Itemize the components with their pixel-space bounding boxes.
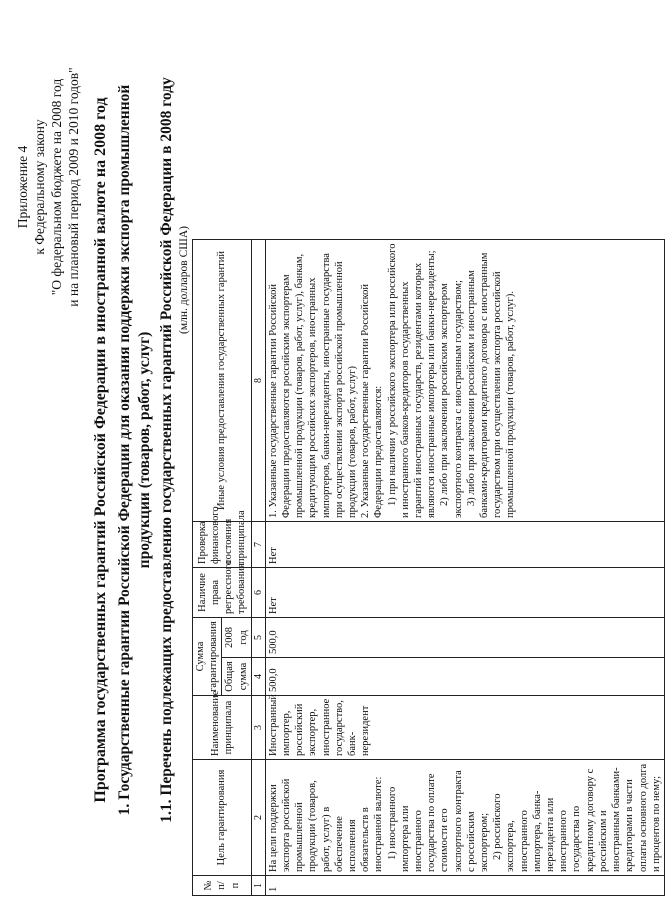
appendix-line-1: Приложение 4 xyxy=(15,145,30,229)
condition-2-3: 3) либо при заключении российским и иностранным банками-кредиторами кредитного договора с иностранным государством при осуществлении экспорта российской промышленной продукции (товаров, работ, услуг). xyxy=(465,252,517,518)
goal-item-2: 2) российского экспортера, иностранного импортера, банка-нерезидента или иностранного государства по кредитному договору с российским и иностранным банками-кредиторами в части оплаты основного долга и процентов по нему; xyxy=(492,763,662,872)
header-check: Проверка финансового состояния принципала xyxy=(193,521,252,567)
header-sum-2008: 2008 год xyxy=(222,617,251,657)
goal-cell xyxy=(265,760,664,876)
condition-2-2: 2) либо при заключении российским экспортером экспортного контракта с иностранным государством; xyxy=(439,280,464,518)
col-number-1: 1 xyxy=(251,876,265,896)
guarantees-table xyxy=(192,239,665,896)
goal-item-1: 1) иностранного импортера или иностранного государства по оплате стоимости его экспортного контракта с российским экспортером; xyxy=(386,770,491,872)
appendix-line-2: к Федеральному закону xyxy=(32,119,47,255)
header-regress: Наличие права регрессного требования xyxy=(193,567,252,617)
col-number-4: 4 xyxy=(251,658,265,696)
col-number-7: 7 xyxy=(251,521,265,567)
appendix-line-4: и на плановый период 2009 и 2010 годов" xyxy=(66,67,81,307)
header-principal: Наименование принципала xyxy=(193,696,252,760)
col-number-5: 5 xyxy=(251,617,265,657)
principal-cell: Иностранный импортер, российский экспортер, иностранное государство, банк-нерезидент xyxy=(265,696,664,760)
check-cell: Нет xyxy=(265,521,664,567)
sum-total-cell: 500,0 xyxy=(265,658,664,696)
col-number-8: 8 xyxy=(251,239,265,521)
section-1-title-line-1: 1. Государственные гарантии Российской Федерации для оказания поддержки экспорта промышленной xyxy=(116,84,133,816)
section-1-title-line-2: продукции (товаров, работ, услуг) xyxy=(136,331,153,569)
header-sum-total: Общая сумма xyxy=(222,658,251,696)
program-title: Программа государственных гарантий Российской Федерации в иностранной валюте на 2008 год xyxy=(92,97,109,803)
condition-1: 1. Указанные государственные гарантии Российской Федерации предоставляются российским экспортерам промышленной продукции (товаров, работ, услуг), банкам, кредитующим российских экспортеров, иностранных импортеров, банки-нерезиденты, иностранные государства при осуществлении экспорта российской промышленной продукции (товаров, работ, услуг) xyxy=(267,253,359,518)
conditions-cell xyxy=(265,239,664,521)
units-label: (млн. долларов США) xyxy=(178,226,190,334)
appendix-caption xyxy=(14,22,82,352)
table-row xyxy=(265,239,664,895)
section-1-1-title: 1.1. Перечень подлежащих предоставлению государственных гарантий Российской Федерации в 2008 году xyxy=(158,77,175,823)
header-goal: Цель гарантирования xyxy=(193,760,252,876)
col-number-3: 3 xyxy=(251,696,265,760)
col-number-6: 6 xyxy=(251,567,265,617)
col-number-2: 2 xyxy=(251,760,265,876)
header-number: № п/п xyxy=(193,876,252,896)
regress-cell: Нет xyxy=(265,567,664,617)
appendix-line-3: "О федеральном бюджете на 2008 год xyxy=(49,78,64,296)
header-sum-group: Сумма гарантирования xyxy=(193,617,222,695)
condition-2: 2. Указанные государственные гарантии Российской Федерации предоставляются: xyxy=(360,283,385,518)
row-number: 1 xyxy=(265,876,664,896)
condition-2-1: 1) при наличии у российского экспортера или российского и иностранного банков-кредиторов государственных гарантий иностранных государств, резидентами которых являются иностранные импортеры или банки-нерезиденты; xyxy=(386,243,438,518)
goal-intro: На цели поддержки экспорта российской промышленной продукции (товаров, работ, услуг) в обеспечение исполнения обязательств в иностранной валюте: xyxy=(267,776,385,872)
header-conditions: Иные условия предоставления государственных гарантий xyxy=(193,239,252,521)
sum-2008-cell: 500,0 xyxy=(265,617,664,657)
